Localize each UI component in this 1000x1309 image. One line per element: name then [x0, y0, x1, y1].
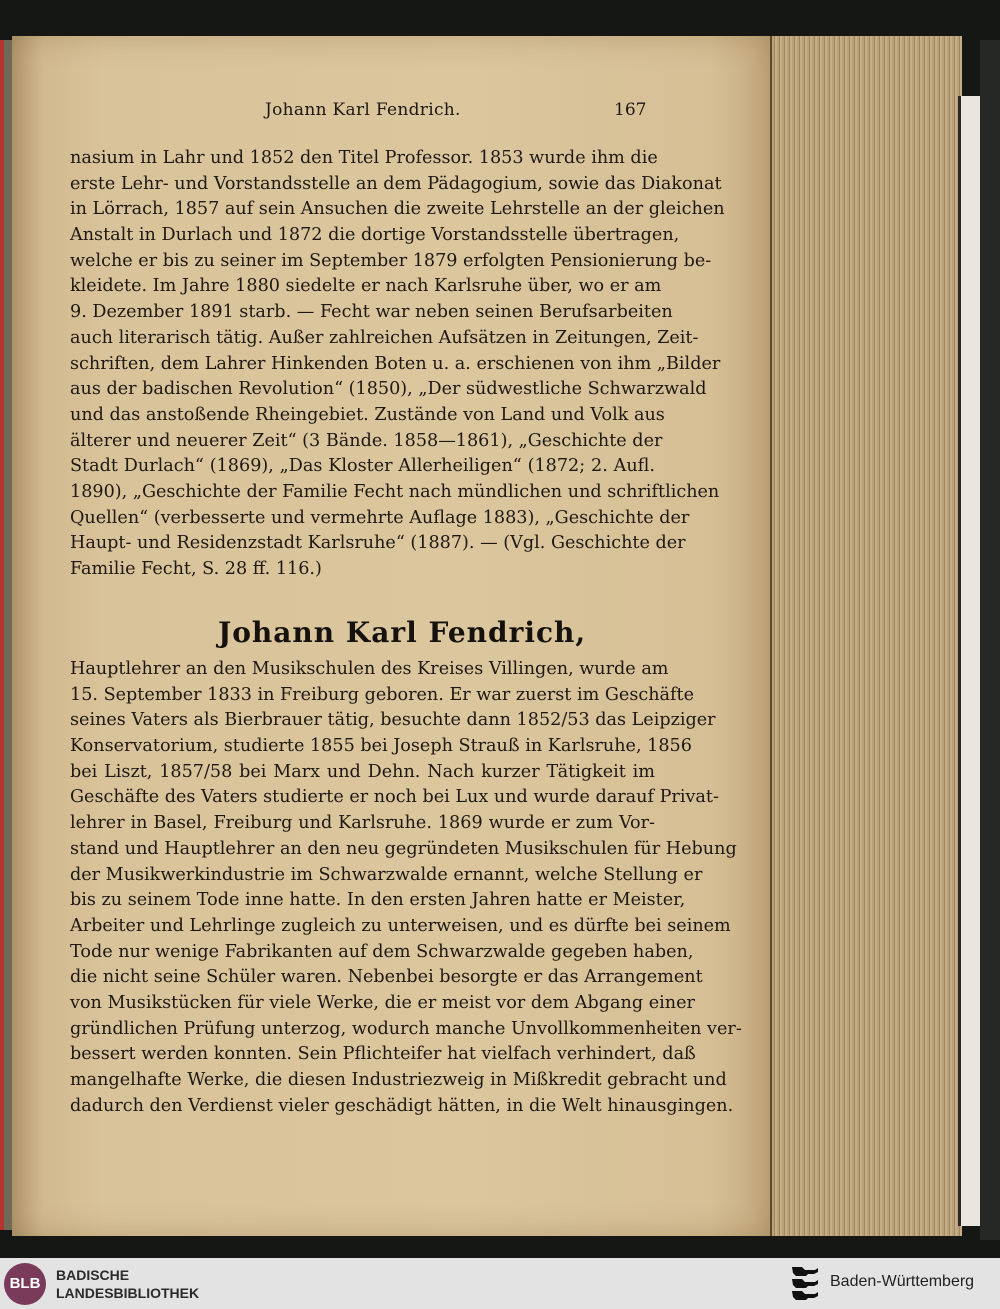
text-line: mangelhafte Werke, die diesen Industriezweig in Mißkredit gebracht und	[70, 1070, 727, 1090]
footer-bar	[0, 1258, 1000, 1309]
text-line: welche er bis zu seiner im September 1879 erfolgten Pensionierung be-	[70, 250, 712, 271]
three-lions-crest-icon[interactable]	[789, 1264, 823, 1302]
text-line: Familie Fecht, S. 28 ff. 116.)	[70, 559, 322, 579]
text-line: älterer und neuerer Zeit“ (3 Bände. 1858—1861), „Geschichte der	[70, 430, 663, 451]
text-line: erste Lehr- und Vorstandsstelle an dem Pädagogium, sowie das Diakonat	[70, 173, 722, 194]
text-line: lehrer in Basel, Freiburg und Karlsruhe. 1869 wurde er zum Vor-	[70, 813, 655, 834]
text-line: nasium in Lahr und 1852 den Titel Professor. 1853 wurde ihm die	[70, 148, 658, 168]
text-line: Quellen“ (verbesserte und vermehrte Auflage 1883), „Geschichte der	[70, 507, 690, 528]
text-line: stand und Hauptlehrer an den neu gegründeten Musikschulen für Hebung	[70, 838, 737, 859]
blb-name-line1: BADISCHE	[56, 1267, 130, 1283]
text-line: Geschäfte des Vaters studierte er noch bei Lux und wurde darauf Privat-	[70, 787, 719, 808]
book-cover	[980, 40, 1000, 1240]
text-line: und das anstoßende Rheingebiet. Zustände von Land und Volk aus	[70, 404, 665, 425]
text-line: von Musikstücken für viele Werke, die er meist vor dem Abgang einer	[70, 992, 695, 1013]
paragraph-fendrich	[70, 657, 742, 1119]
text-line: die nicht seine Schüler waren. Nebenbei besorgte er das Arrangement	[70, 967, 703, 988]
text-line: Konservatorium, studierte 1855 bei Joseph Strauß in Karlsruhe, 1856	[70, 736, 692, 757]
running-header: Johann Karl Fendrich.	[265, 100, 461, 120]
text-line: Stadt Durlach“ (1869), „Das Kloster Allerheiligen“ (1872; 2. Aufl.	[70, 456, 655, 477]
text-line: auch literarisch tätig. Außer zahlreichen Aufsätzen in Zeitungen, Zeit-	[70, 327, 699, 348]
page-stack	[770, 36, 962, 1236]
text-line: Anstalt in Durlach und 1872 die dortige Vorstandsstelle übertragen,	[70, 225, 680, 246]
blb-name-line2: LANDESBIBLIOTHEK	[56, 1285, 200, 1301]
text-line: dadurch den Verdienst vieler geschädigt hätten, in die Welt hinausgingen.	[70, 1095, 734, 1116]
text-line: 15. September 1833 in Freiburg geboren. Er war zuerst im Geschäfte	[70, 684, 695, 705]
section-title: Johann Karl Fendrich,	[218, 616, 587, 649]
text-line: aus der badischen Revolution“ (1850), „Der südwestliche Schwarzwald	[70, 379, 707, 400]
text-line: Haupt- und Residenzstadt Karlsruhe“ (1887). — (Vgl. Geschichte der	[70, 533, 686, 554]
text-line: seines Vaters als Bierbrauer tätig, besuchte dann 1852/53 das Leipziger	[70, 710, 716, 731]
book-left-edge	[0, 40, 12, 1230]
paragraph-fecht	[70, 146, 725, 583]
text-line: bessert werden konnten. Sein Pflichteifer hat vielfach verhindert, daß	[70, 1044, 696, 1065]
text-line: schriften, dem Lahrer Hinkenden Boten u. a. erschienen von ihm „Bilder	[70, 353, 721, 374]
page-number: 167	[614, 100, 647, 120]
text-line: gründlichen Prüfung unterzog, wodurch manche Unvollkommenheiten ver-	[70, 1018, 742, 1039]
text-line: Arbeiter und Lehrlinge zugleich zu unterweisen, und es dürfte bei seinem	[70, 915, 731, 936]
text-line: bei Liszt, 1857/58 bei Marx und Dehn. Nach kurzer Tätigkeit im	[70, 761, 655, 782]
text-line: bis zu seinem Tode inne hatte. In den ersten Jahren hatte er Meister,	[70, 890, 686, 911]
blb-library-name[interactable]	[56, 1266, 199, 1302]
text-line: 9. Dezember 1891 starb. — Fecht war neben seinen Berufsarbeiten	[70, 302, 673, 323]
text-line: in Lörrach, 1857 auf sein Ansuchen die zweite Lehrstelle an der gleichen	[70, 199, 725, 220]
blb-logo[interactable]: BLB	[4, 1263, 46, 1305]
text-line: Tode nur wenige Fabrikanten auf dem Schwarzwalde gegeben haben,	[70, 941, 694, 962]
text-line: der Musikwerkindustrie im Schwarzwalde ernannt, welche Stellung er	[70, 864, 703, 885]
bw-state-name[interactable]: Baden-Württemberg	[830, 1273, 975, 1290]
text-line: Hauptlehrer an den Musikschulen des Kreises Villingen, wurde am	[70, 659, 669, 679]
text-line: 1890), „Geschichte der Familie Fecht nach mündlichen und schriftlichen	[70, 481, 720, 502]
text-line: kleidete. Im Jahre 1880 siedelte er nach Karlsruhe über, wo er am	[70, 276, 662, 297]
